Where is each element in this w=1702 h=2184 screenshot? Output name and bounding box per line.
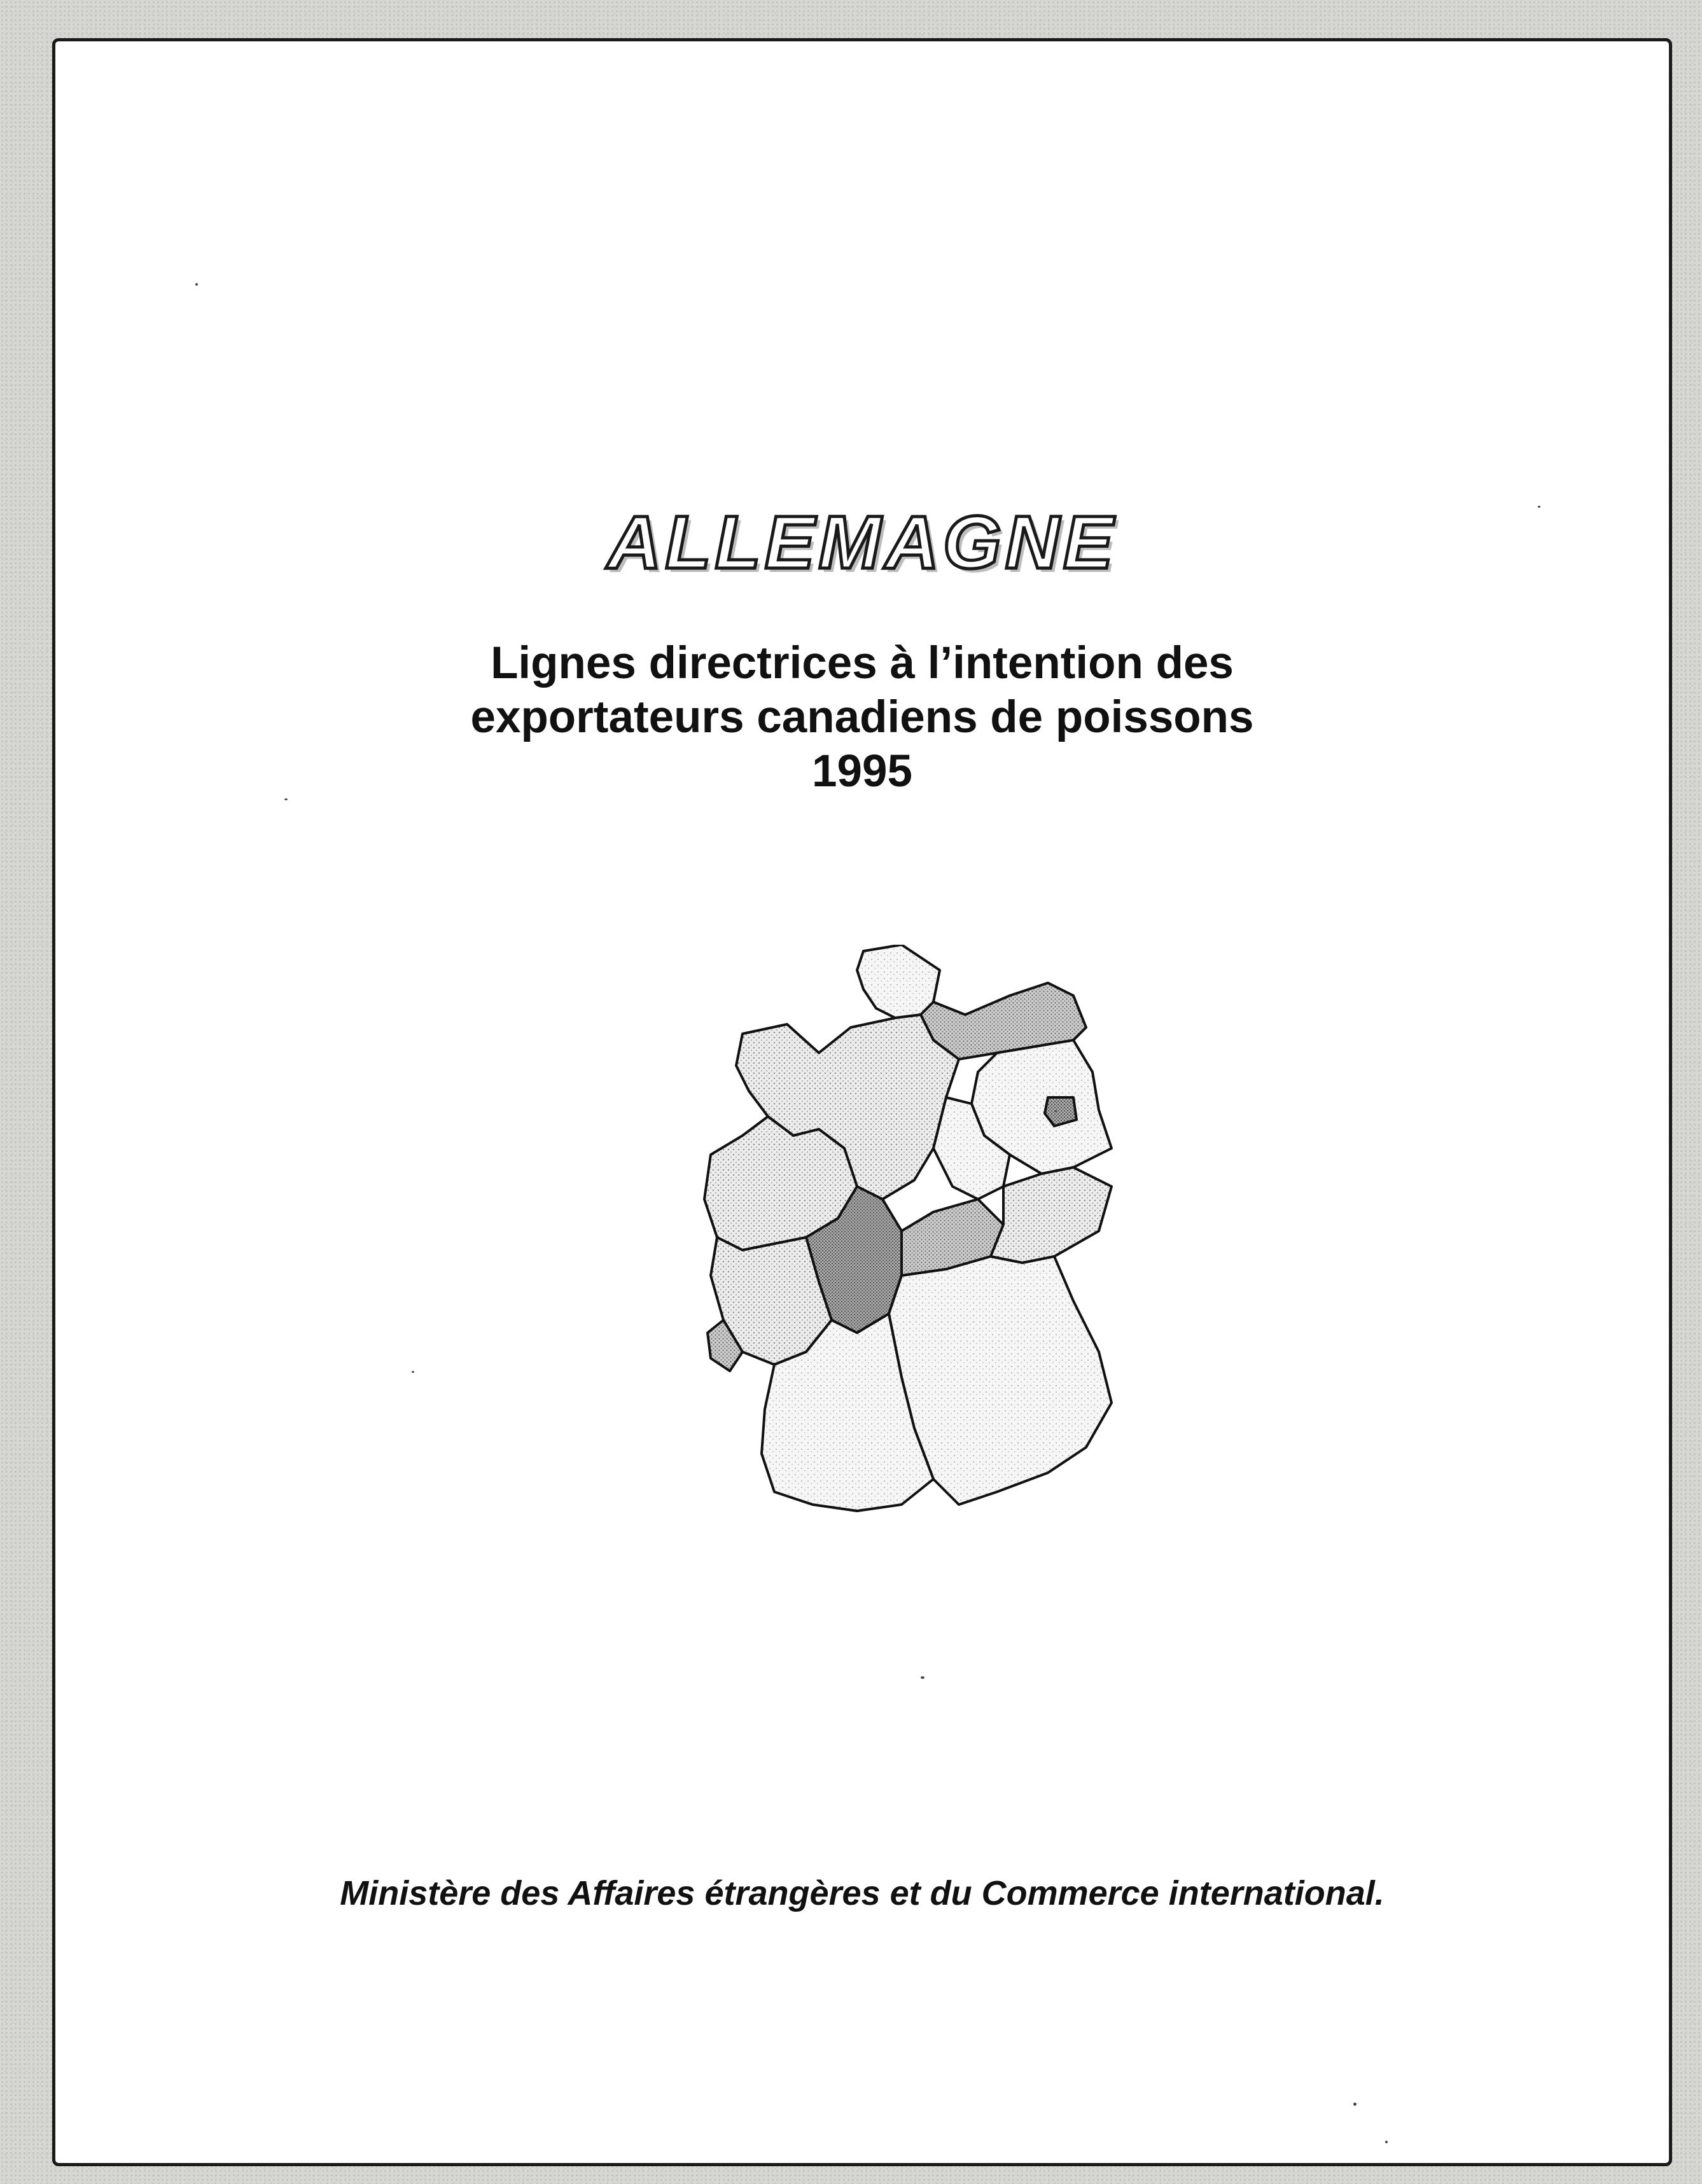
cover-page xyxy=(52,38,1672,2166)
scan-speck xyxy=(195,283,198,286)
subtitle-year: 1995 xyxy=(812,746,912,796)
subtitle-line-1: Lignes directrices à l’intention des xyxy=(491,638,1234,688)
document-subtitle xyxy=(55,636,1669,798)
scan-speck xyxy=(412,1371,414,1373)
subtitle-line-2: exportateurs canadiens de poissons xyxy=(470,692,1254,742)
scan-speck xyxy=(1054,1110,1057,1112)
state-berlin xyxy=(1045,1097,1077,1126)
scan-speck xyxy=(921,1676,924,1679)
scan-speck xyxy=(1538,506,1540,508)
scan-speck xyxy=(1353,2103,1357,2106)
state-saxony xyxy=(991,1167,1112,1263)
scan-speck xyxy=(1385,2141,1388,2143)
scan-speck xyxy=(284,798,288,800)
germany-map-illustration xyxy=(692,945,1213,1581)
publisher-line: Ministère des Affaires étrangères et du Commerce international. xyxy=(340,1874,1385,1912)
country-title: ALLEMAGNE xyxy=(607,501,1117,585)
